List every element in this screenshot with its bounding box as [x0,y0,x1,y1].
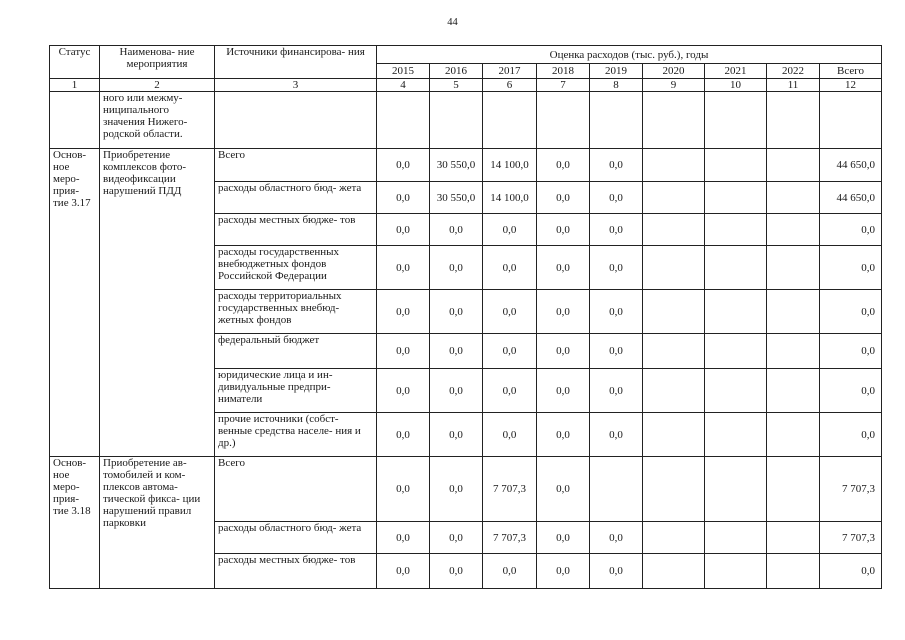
year-value [590,457,643,522]
year-value [705,214,767,246]
total-value [820,246,882,290]
funding-source: расходы территориальных государственных внебюд- жетных фондов [215,290,377,334]
year-value [767,182,820,214]
year-value [483,182,537,214]
year-value [537,214,590,246]
funding-source: расходы областного бюд- жета [215,182,377,214]
header-year: 2016 [430,64,483,79]
year-value [377,214,430,246]
value-text: 0,0 [556,305,570,318]
value-text: 0,0 [502,384,517,397]
year-value [377,457,430,522]
value-text: 0,0 [861,345,875,357]
funding-source: расходы местных бюдже- тов [215,554,377,589]
funding-source: федеральный бюджет [215,334,377,369]
total-value [820,554,882,589]
year-value [705,246,767,290]
year-value [537,182,590,214]
value-text: 0,0 [449,428,463,441]
value-text: 0,0 [449,384,463,397]
year-value [430,457,483,522]
value-text: 0,0 [449,305,463,318]
year-value [430,369,483,413]
year-value [537,290,590,334]
total-value [820,413,882,457]
year-value [767,149,820,182]
column-number: 7 [537,79,590,92]
year-value [705,554,767,589]
year-value [705,149,767,182]
value-text: 30 550,0 [436,159,476,171]
year-value [643,369,705,413]
column-number: 4 [377,79,430,92]
year-value [483,214,537,246]
value-text: 0,0 [556,191,570,204]
value-text: 0,0 [449,223,463,236]
value-text: 7 707,3 [842,483,875,495]
funding-source: Всего [215,457,377,522]
header-year: 2020 [643,64,705,79]
group-name: Приобретение комплексов фото- видеофиксации нарушений ПДД [100,149,215,457]
year-value [705,413,767,457]
value-text: 0,0 [502,305,517,318]
total-value [820,182,882,214]
value-text: 44 650,0 [836,159,875,171]
year-value [643,522,705,554]
total-value [820,290,882,334]
column-number: 1 [50,79,100,92]
year-value [590,369,643,413]
year-value [643,457,705,522]
column-number: 6 [483,79,537,92]
year-value [377,413,430,457]
year-value [767,413,820,457]
group-status: Основ- ное меро- прия- тие 3.18 [50,457,100,589]
header-year: 2017 [483,64,537,79]
value-text: 7 707,3 [842,531,875,544]
year-value [643,334,705,369]
value-text: 0,0 [861,261,875,274]
year-value [537,457,590,522]
value-text: 0,0 [556,384,570,397]
year-value [705,457,767,522]
year-value [430,522,483,554]
value-text: 0,0 [556,345,570,357]
year-value [377,182,430,214]
value-text: 0,0 [609,191,623,204]
header-sources: Источники финансирова- ния [215,46,377,79]
column-number: 2 [100,79,215,92]
year-value [483,554,537,589]
year-value [483,522,537,554]
year-value [705,290,767,334]
header-year: 2022 [767,64,820,79]
value-text: 0,0 [861,428,875,441]
year-value [643,214,705,246]
value-text: 0,0 [609,305,623,318]
header-year: 2015 [377,64,430,79]
year-value [767,457,820,522]
value-text: 0,0 [396,159,410,171]
value-text: 0,0 [449,345,463,357]
header-year: Всего [820,64,882,79]
year-value [590,334,643,369]
year-value [590,214,643,246]
year-value [590,554,643,589]
funding-source: Всего [215,149,377,182]
year-value [643,554,705,589]
value-text: 0,0 [449,483,463,495]
budget-table [49,45,882,589]
total-value [820,334,882,369]
year-value [643,149,705,182]
value-text: 0,0 [556,223,570,236]
year-value [590,246,643,290]
column-number-row [50,79,882,92]
value-text: 0,0 [502,223,517,236]
table-row [50,149,882,182]
value-text: 0,0 [556,428,570,441]
value-text: 0,0 [396,565,410,577]
value-text: 0,0 [609,345,623,357]
value-text: 0,0 [556,159,570,171]
year-value [537,522,590,554]
value-text: 0,0 [861,384,875,397]
year-value [767,290,820,334]
header-status: Статус [50,46,100,79]
year-value [377,246,430,290]
value-text: 0,0 [396,483,410,495]
year-value [767,554,820,589]
value-text: 30 550,0 [436,191,476,204]
continuation-source-cell [215,92,377,149]
year-value [377,334,430,369]
value-text: 0,0 [396,428,410,441]
value-text: 0,0 [861,223,875,236]
year-value [767,214,820,246]
year-value [430,214,483,246]
year-value [430,149,483,182]
header-year: 2018 [537,64,590,79]
value-text: 0,0 [502,428,517,441]
column-number: 5 [430,79,483,92]
value-text: 0,0 [861,305,875,318]
header-year: 2021 [705,64,767,79]
value-text: 0,0 [396,305,410,318]
column-number: 11 [767,79,820,92]
year-value [430,290,483,334]
year-value [483,149,537,182]
page-number: 44 [447,17,458,28]
value-text: 0,0 [609,384,623,397]
year-value [537,149,590,182]
year-value [590,149,643,182]
year-value [590,522,643,554]
value-text: 0,0 [609,428,623,441]
value-text: 0,0 [396,261,410,274]
value-text: 0,0 [502,565,517,577]
year-value [430,554,483,589]
year-value [377,149,430,182]
year-value [590,413,643,457]
year-value [377,369,430,413]
value-text: 44 650,0 [836,191,875,204]
table-row [50,457,882,522]
column-number: 3 [215,79,377,92]
year-value [767,369,820,413]
year-value [430,246,483,290]
year-value [643,182,705,214]
value-text: 0,0 [396,191,410,204]
continuation-row [50,92,882,149]
year-value [643,413,705,457]
year-value [377,290,430,334]
total-value [820,149,882,182]
year-value [483,369,537,413]
value-text: 0,0 [609,159,623,171]
year-value [377,522,430,554]
value-text: 0,0 [556,531,570,544]
group-status: Основ- ное меро- прия- тие 3.17 [50,149,100,457]
column-number: 12 [820,79,882,92]
funding-source: расходы областного бюд- жета [215,522,377,554]
value-text: 0,0 [609,531,623,544]
header-row-1 [50,46,882,64]
year-value [377,554,430,589]
value-text: 0,0 [396,345,410,357]
value-text: 0,0 [396,223,410,236]
year-value [430,413,483,457]
year-value [537,413,590,457]
column-number: 8 [590,79,643,92]
value-text: 7 707,3 [493,531,526,544]
year-value [537,369,590,413]
funding-source: прочие источники (собст- венные средства населе- ния и др.) [215,413,377,457]
value-text: 7 707,3 [493,483,526,495]
year-value [483,290,537,334]
header-year: 2019 [590,64,643,79]
value-text: 0,0 [556,483,570,495]
column-number: 10 [705,79,767,92]
value-text: 0,0 [609,565,623,577]
value-text: 14 100,0 [490,191,529,204]
group-name: Приобретение ав- томобилей и ком- плексов автома- тической фикса- ции нарушений правил парковки [100,457,215,589]
year-value [537,554,590,589]
year-value [705,334,767,369]
year-value [643,246,705,290]
column-number: 9 [643,79,705,92]
year-value [483,246,537,290]
value-text: 0,0 [502,261,517,274]
year-value [483,334,537,369]
year-value [705,522,767,554]
funding-source: расходы государственных внебюджетных фондов Российской Федерации [215,246,377,290]
year-value [767,522,820,554]
value-text: 0,0 [609,261,623,274]
value-text: 0,0 [396,531,410,544]
year-value [483,457,537,522]
value-text: 0,0 [556,565,570,577]
value-text: 0,0 [449,531,463,544]
continuation-name: ного или межму- ниципального значения Нижего- родской области. [100,92,215,149]
value-text: 0,0 [502,345,517,357]
year-value [767,334,820,369]
year-value [767,246,820,290]
year-value [705,182,767,214]
value-text: 0,0 [396,384,410,397]
header-event-name: Наименова- ние мероприятия [100,46,215,79]
funding-source: расходы местных бюдже- тов [215,214,377,246]
funding-source: юридические лица и ин- дивидуальные предпри- ниматели [215,369,377,413]
header-estimate: Оценка расходов (тыс. руб.), годы [377,46,882,64]
value-text: 0,0 [861,565,875,577]
year-value [590,182,643,214]
year-value [483,413,537,457]
year-value [590,290,643,334]
year-value [705,369,767,413]
total-value [820,369,882,413]
value-text: 14 100,0 [490,159,529,171]
year-value [430,182,483,214]
value-text: 0,0 [556,261,570,274]
value-text: 0,0 [449,565,463,577]
year-value [537,246,590,290]
total-value [820,214,882,246]
year-value [643,290,705,334]
value-text: 0,0 [449,261,463,274]
value-text: 0,0 [609,223,623,236]
year-value [537,334,590,369]
year-value [430,334,483,369]
total-value [820,457,882,522]
continuation-status-cell [50,92,100,149]
total-value [820,522,882,554]
